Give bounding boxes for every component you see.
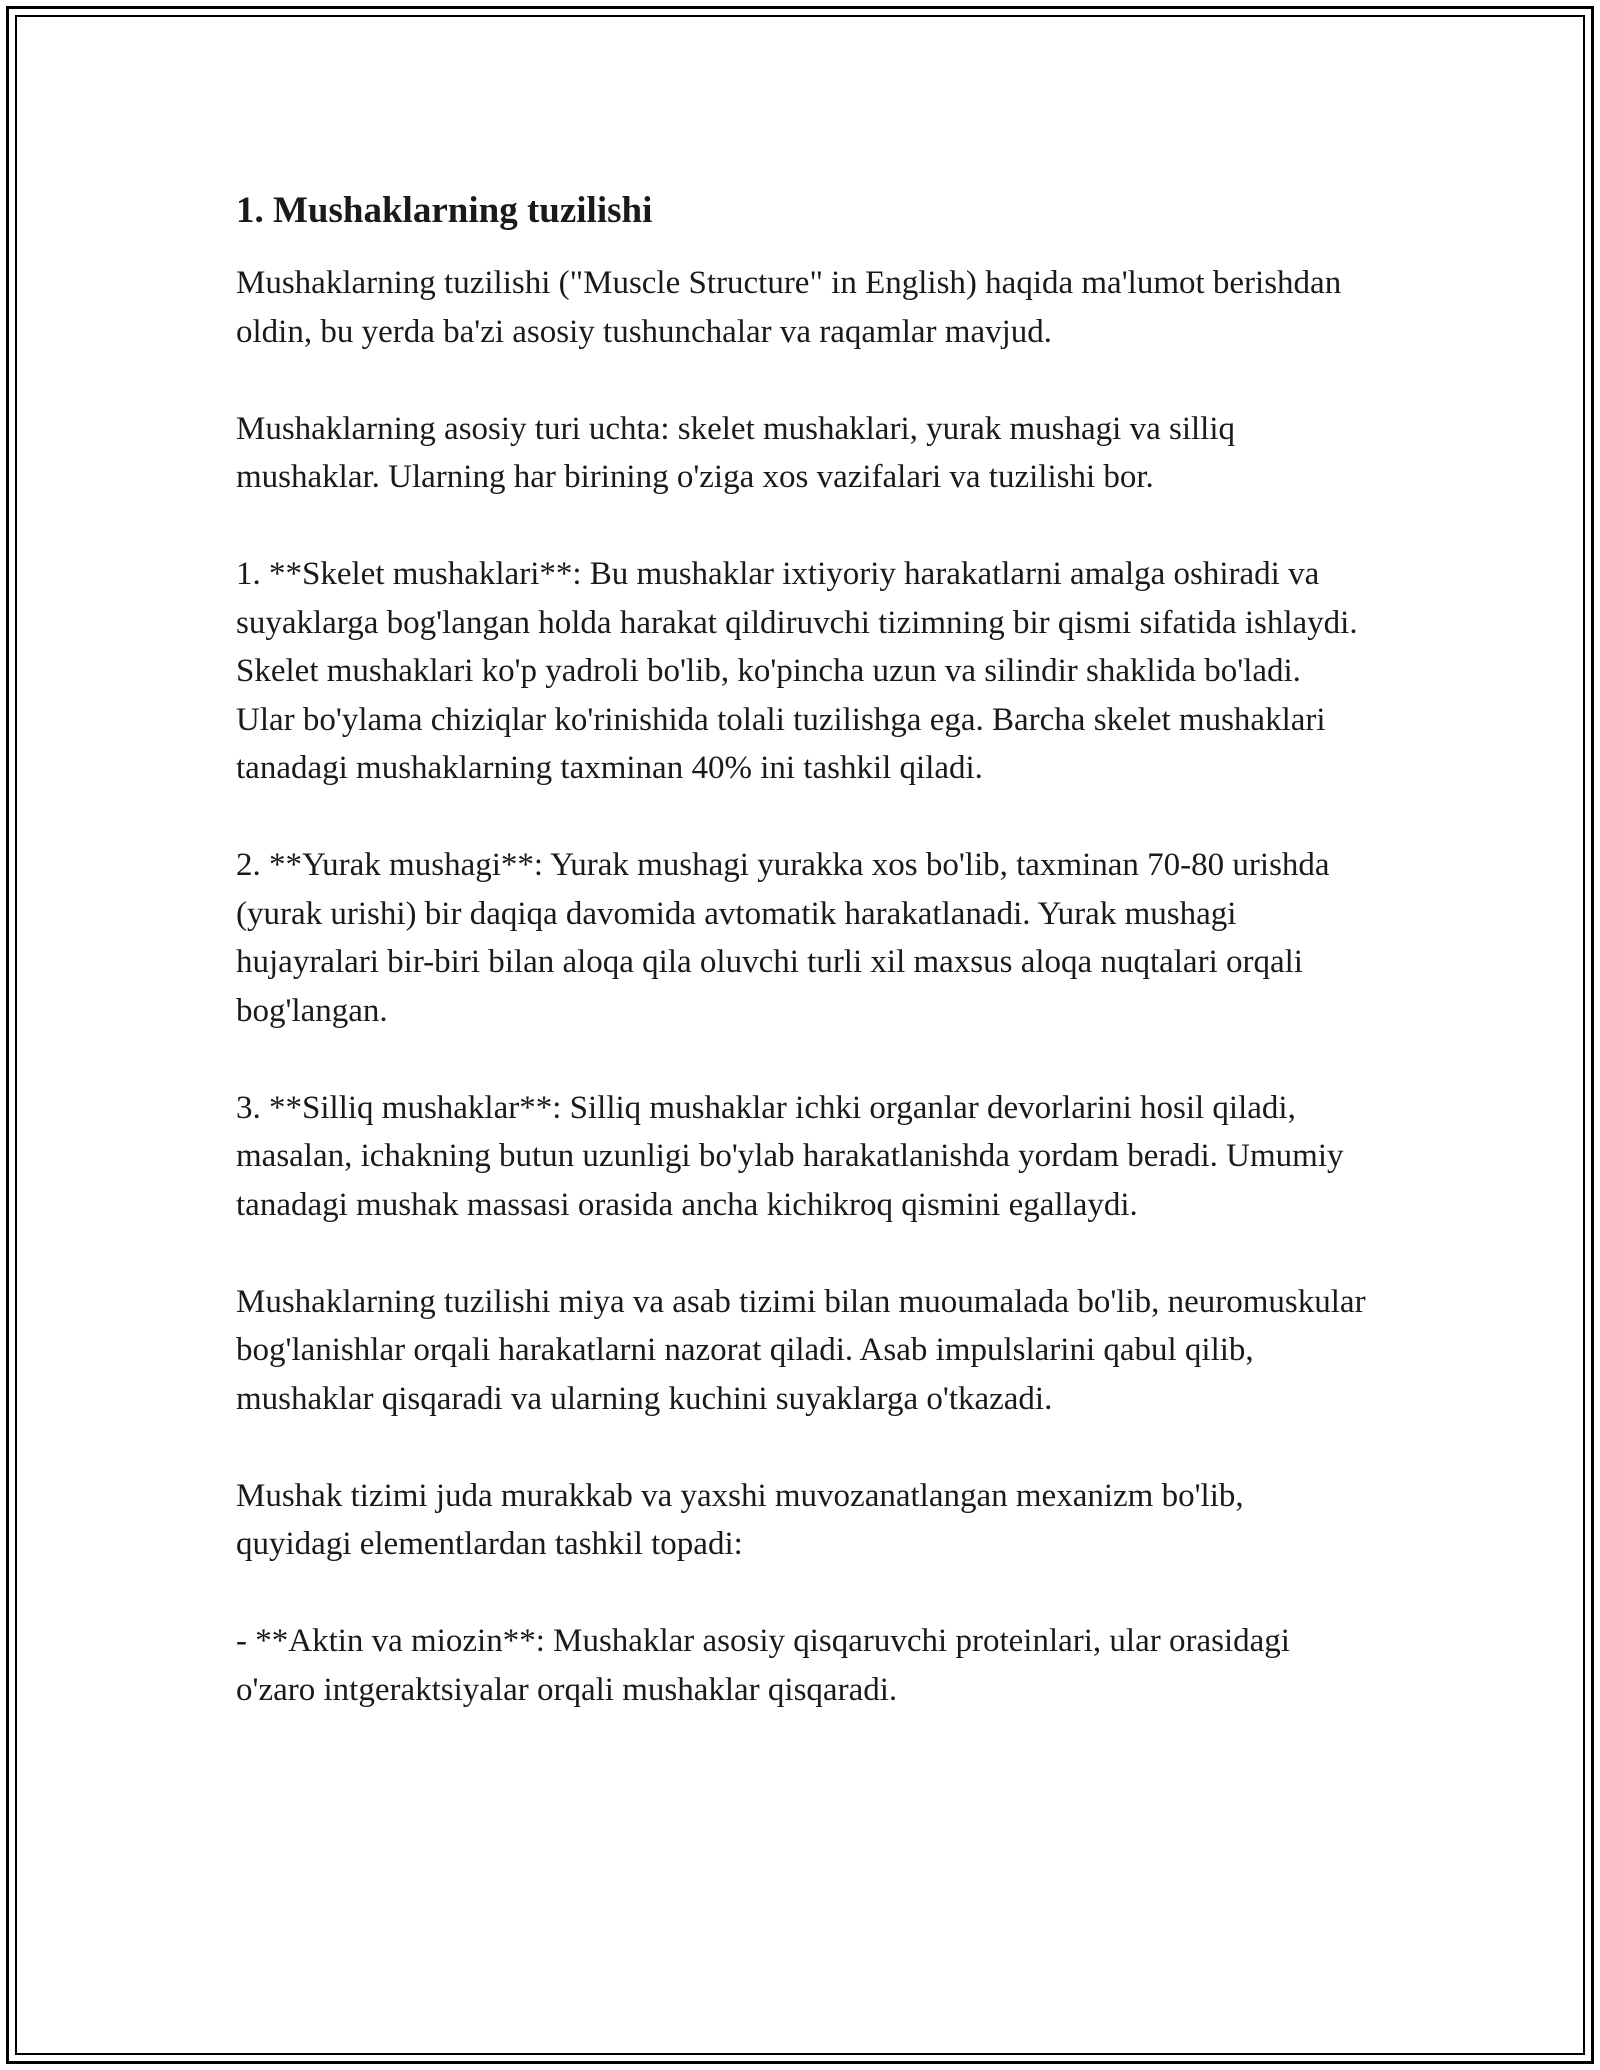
paragraph-actin-myosin: - **Aktin va miozin**: Mushaklar asosiy qisqaruvchi proteinlari, ular orasidagi o'zaro intgeraktsiyalar orqali mushaklar qisqaradi. — [236, 1623, 1290, 1708]
paragraph-nervous-control: Mushaklarning tuzilishi miya va asab tizimi bilan muoumalada bo'lib, neuromuskular bog'lanishlar orqali harakatlarni nazorat qiladi. Asab impulslarini qabul qilib, mushaklar qisqaradi va ularning kuchini suyaklarga o'tkazadi. — [236, 1283, 1366, 1417]
section-heading: 1. Mushaklarning tuzilishi — [236, 190, 653, 231]
paragraph-muscle-system: Mushak tizimi juda murakkab va yaxshi muvozanatlangan mexanizm bo'lib, quyidagi elementlardan tashkil topadi: — [236, 1477, 1244, 1562]
paragraph-smooth-muscles: 3. **Silliq mushaklar**: Silliq mushaklar ichki organlar devorlarini hosil qiladi, masalan, ichakning butun uzunligi bo'ylab harakatlanishda yordam beradi. Umumiy tanadagi mushak massasi orasida ancha kichikroq qismini egallaydi. — [236, 1089, 1344, 1223]
paragraph-intro: Mushaklarning tuzilishi ("Muscle Structure" in English) haqida ma'lumot berishdan oldin, bu yerda ba'zi asosiy tushunchalar va raqamlar mavjud. — [236, 265, 1342, 350]
document-body — [236, 186, 1366, 1714]
paragraph-cardiac-muscle: 2. **Yurak mushagi**: Yurak mushagi yurakka xos bo'lib, taxminan 70-80 urishda (yurak urishi) bir daqiqa davomida avtomatik harakatlanadi. Yurak mushagi hujayralari bir-biri bilan aloqa qila oluvchi turli xil maxsus aloqa nuqtalari orqali bog'langan. — [236, 847, 1330, 1029]
paragraph-skeletal-muscles: 1. **Skelet mushaklari**: Bu mushaklar ixtiyoriy harakatlarni amalga oshiradi va suyaklarga bog'langan holda harakat qildiruvchi tizimning bir qismi sifatida ishlaydi. Skelet mushaklari ko'p yadroli bo'lib, ko'pincha uzun va silindir shaklida bo'ladi. Ular bo'ylama chiziqlar ko'rinishida tolali tuzilishga ega. Barcha skelet mushaklari tanadagi mushaklarning taxminan 40% ini tashkil qiladi. — [236, 556, 1358, 786]
paragraph-muscle-types: Mushaklarning asosiy turi uchta: skelet mushaklari, yurak mushagi va silliq mushaklar. Ularning har birining o'ziga xos vazifalari va tuzilishi bor. — [236, 410, 1235, 495]
